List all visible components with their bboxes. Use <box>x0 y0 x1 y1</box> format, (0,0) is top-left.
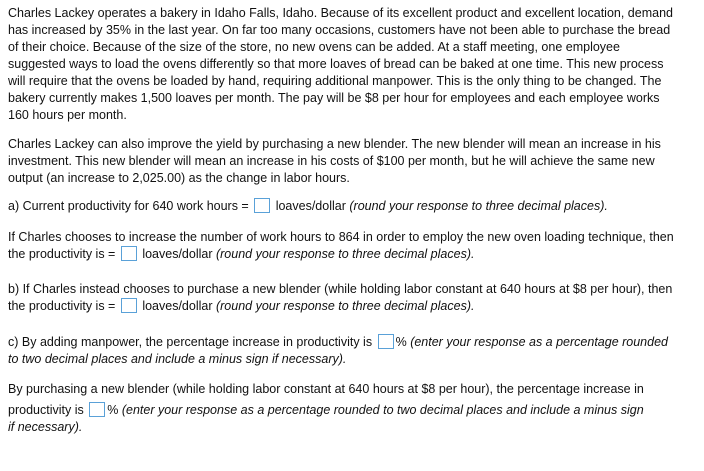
intro-line-7: 160 hours per month. <box>8 108 127 122</box>
blender-line-3: output (an increase to 2,025.00) as the change in labor hours. <box>8 171 350 185</box>
question-a <box>8 198 608 215</box>
question-c1-prefix: c) By adding manpower, the percentage increase in productivity is <box>8 335 373 349</box>
question-c2-line2 <box>8 402 644 419</box>
blender-line-2: investment. This new blender will mean an increase in his costs of $100 per month, but he will achieve the same new <box>8 154 655 168</box>
question-b1-line2 <box>8 246 474 263</box>
question-b2-line1: b) If Charles instead chooses to purchase a new blender (while holding labor constant at 640 hours at $8 per hour), then <box>8 282 673 296</box>
question-b2-hint: (round your response to three decimal places). <box>215 299 475 313</box>
question-c2-hint-line2: if necessary). <box>8 420 83 434</box>
question-c2-hint: (enter your response as a percentage rounded to two decimal places and include a minus sign <box>121 403 644 417</box>
question-c1-unit: % <box>395 335 407 349</box>
question-b1-line1: If Charles chooses to increase the number of work hours to 864 in order to employ the new oven loading technique, then <box>8 230 674 244</box>
intro-line-5: will require that the ovens be loaded by hand, requiring additional manpower. This is the only thing to be changed. The <box>8 74 662 88</box>
question-b2-unit: loaves/dollar <box>142 299 213 313</box>
intro-line-4: suggested ways to load the ovens differently so that more loaves of bread can be baked at one time. This new process <box>8 57 664 71</box>
question-a-unit: loaves/dollar <box>275 199 346 213</box>
intro-line-2: has increased by 35% in the last year. On far too many occasions, customers have not been able to purchase the bread <box>8 23 671 37</box>
intro-line-6: bakery currently makes 1,500 loaves per month. The pay will be $8 per hour for employees and each employee works <box>8 91 660 105</box>
question-b1-unit: loaves/dollar <box>142 247 213 261</box>
question-a-hint: (round your response to three decimal places). <box>349 199 608 213</box>
question-b2-prefix: the productivity is = <box>8 299 116 313</box>
question-c2-line1: By purchasing a new blender (while holding labor constant at 640 hours at $8 per hour), the percentage increase in <box>8 382 644 396</box>
question-b1-hint: (round your response to three decimal places). <box>215 247 475 261</box>
answer-c1-input[interactable] <box>378 334 394 349</box>
question-c1-hint-line2: to two decimal places and include a minus sign if necessary). <box>8 352 347 366</box>
answer-b2-input[interactable] <box>121 298 137 313</box>
answer-b1-input[interactable] <box>121 246 137 261</box>
question-a-prefix: a) Current productivity for 640 work hours = <box>8 199 249 213</box>
question-b2-line2 <box>8 298 474 315</box>
intro-line-1: Charles Lackey operates a bakery in Idaho Falls, Idaho. Because of its excellent product and excellent location, demand <box>8 6 673 20</box>
answer-a-input[interactable] <box>254 198 270 213</box>
question-c2-unit: % <box>107 403 119 417</box>
question-c2-prefix: productivity is <box>8 403 84 417</box>
question-c1-hint: (enter your response as a percentage rounded <box>410 335 668 349</box>
blender-line-1: Charles Lackey can also improve the yield by purchasing a new blender. The new blender will mean an increase in his <box>8 137 661 151</box>
intro-line-3: of their choice. Because of the size of the store, no new ovens can be added. At a staff meeting, one employee <box>8 40 620 54</box>
question-c1-line1 <box>8 334 668 351</box>
answer-c2-input[interactable] <box>89 402 105 417</box>
question-b1-prefix: the productivity is = <box>8 247 116 261</box>
